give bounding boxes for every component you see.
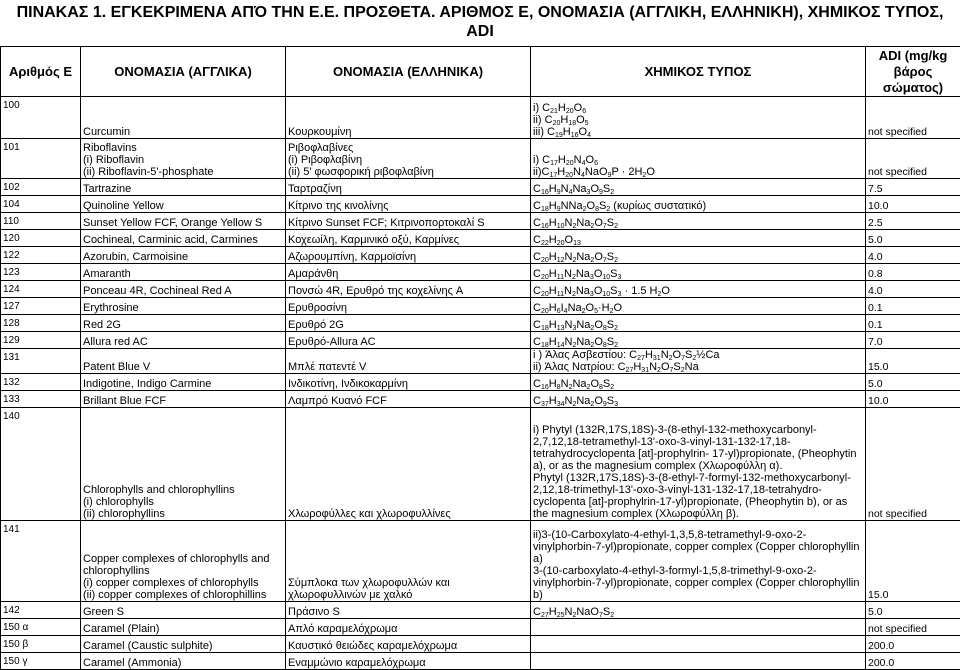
cell-name-english: Cochineal, Carminic acid, Carmines [81, 230, 286, 247]
cell-name-greek: Εναμμώνιο καραμελόχρωμα [286, 653, 531, 670]
title-line-1: ΠΙΝΑΚΑΣ 1. ΕΓΚΕΚΡΙΜΕΝΑ ΑΠΌ ΤΗΝ Ε.Ε. ΠΡΟΣΘΕΤΑ. ΑΡΙΘΜΟΣ Ε, ΟΝΟΜΑΣΙΑ (ΑΓΓΛΙΚΗ, ΕΛΛΗΝΙΚΗ), ΧΗΜΙΚΟΣ ΤΥΠΟΣ, [0, 3, 960, 22]
cell-name-greek: Ινδικοτίνη, Ινδικοκαρμίνη [286, 374, 531, 391]
cell-name-english: Brillant Blue FCF [81, 391, 286, 408]
title-line-2: ADI [0, 22, 960, 41]
cell-adi: 7.0 [866, 332, 960, 349]
cell-formula [531, 653, 866, 670]
cell-adi: 10.0 [866, 196, 960, 213]
header-adi: ADI (mg/kg βάρος σώματος) [866, 47, 960, 97]
table-row [1, 281, 960, 298]
cell-adi: 4.0 [866, 281, 960, 298]
cell-name-english: Azorubin, Carmoisine [81, 247, 286, 264]
cell-adi: 5.0 [866, 230, 960, 247]
cell-e-number: 122 [1, 247, 81, 264]
cell-e-number: 142 [1, 602, 81, 619]
cell-adi: not specified [866, 139, 960, 179]
cell-formula: i) Phytyl (132R,17S,18S)-3-(8-ethyl-132-methoxycarbonyl- 2,7,12,18-tetramethyl-13'-oxo-3-vinyl-131-132-17,18- tetrahydrocyclopenta [at]-prophylrin- 17-yl)propionate, (Pheophytin a), or as the magnesium complex (Χλωροφύλλη α). Phytyl (132R,17S,18S)-3-(8-ethyl-7-formyl-132-methoxycarbonyl- 2,12,18-trimethyl-13'-oxo-3-vinyl-131-132-17,18-tetrahydro- cyclopenta [at]-prophylrin-17-yl)propionate, (Pheophytin b), or as the magnesium complex (Χλωροφύλλη β). [531, 408, 866, 521]
cell-formula: ii)3-(10-Carboxylato-4-ethyl-1,3,5,8-tetramethyl-9-oxo-2- vinylphorbin-7-yl)propionate, copper complex (Copper chlorophyllin a) 3-(10-carboxylato-4-ethyl-3-formyl-1,5,8-trimethyl-9-oxo-2- vinylphorbin-7-yl)propionate, copper complex (Copper chlorophyllin b) [531, 521, 866, 602]
cell-name-english: Ponceau 4R, Cochineal Red A [81, 281, 286, 298]
cell-formula: $C_{18}H_9NNa_2O_8S_2$ (κυρίως συστατικό) [531, 196, 866, 213]
cell-e-number: 102 [1, 179, 81, 196]
cell-name-english: Sunset Yellow FCF, Orange Yellow S [81, 213, 286, 230]
table-row [1, 374, 960, 391]
cell-e-number: 150 β [1, 636, 81, 653]
table-title [0, 0, 960, 46]
cell-name-english: Green S [81, 602, 286, 619]
cell-e-number: 100 [1, 97, 81, 139]
cell-name-english: Caramel (Caustic sulphite) [81, 636, 286, 653]
cell-formula: $C_{22}H_{20}O_{13}$ [531, 230, 866, 247]
table-row [1, 315, 960, 332]
table-row [1, 602, 960, 619]
cell-adi: 0.1 [866, 298, 960, 315]
table-row [1, 179, 960, 196]
cell-name-english: Chlorophylls and chlorophyllins (i) chlorophylls (ii) chlorophyllins [81, 408, 286, 521]
cell-name-english: Indigotine, Indigo Carmine [81, 374, 286, 391]
cell-name-greek: Πονσώ 4R, Ερυθρό της κοχελίνης A [286, 281, 531, 298]
cell-adi: 4.0 [866, 247, 960, 264]
table-row [1, 298, 960, 315]
cell-name-english: Copper complexes of chlorophylls and chlorophyllins (i) copper complexes of chlorophylls (ii) copper complexes of chlorophillins [81, 521, 286, 602]
additives-table [0, 46, 960, 670]
cell-adi: not specified [866, 97, 960, 139]
cell-e-number: 123 [1, 264, 81, 281]
cell-name-english: Patent Blue V [81, 349, 286, 374]
table-header-row [1, 47, 960, 97]
cell-adi: 0.8 [866, 264, 960, 281]
cell-name-greek: Μπλέ πατεντέ V [286, 349, 531, 374]
table-row [1, 653, 960, 670]
cell-formula: $C_{16}H_9N_4Na_3O_9S_2$ [531, 179, 866, 196]
cell-formula: $C_{20}H_{11}N_2Na_3O_{10}S_3 \cdot 1.5$ $H_2O$ [531, 281, 866, 298]
cell-e-number: 150 γ [1, 653, 81, 670]
cell-adi: 0.1 [866, 315, 960, 332]
cell-adi: 5.0 [866, 374, 960, 391]
cell-name-english: Tartrazine [81, 179, 286, 196]
table-row [1, 332, 960, 349]
cell-name-greek: Σύμπλοκα των χλωροφυλλών και χλωροφυλλινών με χαλκό [286, 521, 531, 602]
cell-name-english: Riboflavins (i) Riboflavin (ii) Riboflavin-5'-phosphate [81, 139, 286, 179]
header-name-english: ΟΝΟΜΑΣΙΑ (ΑΓΓΛΙΚΑ) [81, 47, 286, 97]
cell-e-number: 124 [1, 281, 81, 298]
cell-name-greek: Αμαράνθη [286, 264, 531, 281]
cell-formula: $C_{16}H_8N_2Na_2O_8S_2$ [531, 374, 866, 391]
cell-name-greek: Ερυθρό-Allura AC [286, 332, 531, 349]
cell-adi: not specified [866, 619, 960, 636]
cell-e-number: 131 [1, 349, 81, 374]
table-row [1, 230, 960, 247]
cell-adi: 200.0 [866, 653, 960, 670]
cell-adi: 15.0 [866, 349, 960, 374]
cell-e-number: 132 [1, 374, 81, 391]
cell-formula: i ) Άλας Ασβεστίου: $C_{27}H_{31}N_2O_7S_2\frac{1}{2}Ca$ ii) Άλας Νατρίου: $C_{27}H_{31}N_2O_7S_2Na$ [531, 349, 866, 374]
cell-e-number: 128 [1, 315, 81, 332]
cell-adi: 2.5 [866, 213, 960, 230]
table-row [1, 391, 960, 408]
cell-e-number: 150 α [1, 619, 81, 636]
cell-name-greek: Απλό καραμελόχρωμα [286, 619, 531, 636]
cell-adi: 15.0 [866, 521, 960, 602]
cell-name-english: Amaranth [81, 264, 286, 281]
header-e-number: Αριθμός Ε [1, 47, 81, 97]
cell-formula: $C_{20}H_6I_4Na_2O_5\cdot H_2O$ [531, 298, 866, 315]
table-row [1, 247, 960, 264]
cell-name-greek: Ερυθροσίνη [286, 298, 531, 315]
table-row [1, 97, 960, 139]
cell-e-number: 141 [1, 521, 81, 602]
cell-e-number: 120 [1, 230, 81, 247]
table-row [1, 408, 960, 521]
cell-e-number: 110 [1, 213, 81, 230]
cell-formula [531, 619, 866, 636]
cell-e-number: 129 [1, 332, 81, 349]
cell-e-number: 133 [1, 391, 81, 408]
cell-formula: i) $C_{21}H_{20}O_6$ ii) $C_{20}H_{18}O_5$ iii) $C_{19}H_{16}O_4$ [531, 97, 866, 139]
table-body [1, 97, 960, 670]
cell-name-english: Red 2G [81, 315, 286, 332]
table-row [1, 349, 960, 374]
cell-name-english: Caramel (Plain) [81, 619, 286, 636]
table-row [1, 521, 960, 602]
cell-formula: $C_{37}H_{34}N_2Na_2O_9S_3$ [531, 391, 866, 408]
cell-name-greek: Χλωροφύλλες και χλωροφυλλίνες [286, 408, 531, 521]
cell-name-greek: Κουρκουμίνη [286, 97, 531, 139]
cell-e-number: 140 [1, 408, 81, 521]
table-row [1, 619, 960, 636]
cell-name-greek: Κίτρινο Sunset FCF; Κιτρινοπορτοκαλί S [286, 213, 531, 230]
cell-name-greek: Κίτρινο της κινολίνης [286, 196, 531, 213]
cell-formula: $C_{18}H_{14}N_2Na_2O_8S_2$ [531, 332, 866, 349]
cell-name-greek: Πράσινο S [286, 602, 531, 619]
cell-name-english: Quinoline Yellow [81, 196, 286, 213]
cell-formula: i) $C_{17}H_{20}N_4O_6$ $ii)C_{17}H_{20}N_4NaO_9P \cdot 2H_2O$ [531, 139, 866, 179]
cell-adi: 5.0 [866, 602, 960, 619]
cell-name-english: Curcumin [81, 97, 286, 139]
cell-adi: 200.0 [866, 636, 960, 653]
cell-e-number: 104 [1, 196, 81, 213]
cell-e-number: 101 [1, 139, 81, 179]
cell-name-english: Allura red AC [81, 332, 286, 349]
cell-formula: $C_{20}H_{12}N_2Na_2O_7S_2$ [531, 247, 866, 264]
cell-name-english: Erythrosine [81, 298, 286, 315]
cell-name-greek: Ταρτραζίνη [286, 179, 531, 196]
cell-name-greek: Λαμπρό Κυανό FCF [286, 391, 531, 408]
cell-formula: $C_{20}H_{11}N_2Na_3O_{10}S_3$ [531, 264, 866, 281]
table-row [1, 139, 960, 179]
header-formula: ΧΗΜΙΚΟΣ ΤΥΠΟΣ [531, 47, 866, 97]
cell-adi: 7.5 [866, 179, 960, 196]
table-row [1, 213, 960, 230]
table-row [1, 636, 960, 653]
cell-name-greek: Ριβοφλαβίνες (i) Ριβοφλαβίνη (ii) 5' φωσφορική ριβοφλαβίνη [286, 139, 531, 179]
header-name-greek: ΟΝΟΜΑΣΙΑ (ΕΛΛΗΝΙΚΑ) [286, 47, 531, 97]
table-row [1, 264, 960, 281]
cell-formula [531, 636, 866, 653]
cell-formula: $C_{16}H_{10}N_2Na_2O_7S_2$ [531, 213, 866, 230]
cell-name-english: Caramel (Ammonia) [81, 653, 286, 670]
cell-name-greek: Ερυθρό 2G [286, 315, 531, 332]
cell-name-greek: Αζωρουμπίνη, Καρμοϊσίνη [286, 247, 531, 264]
cell-formula: $C_{27}H_{25}N_2NaO_7S_2$ [531, 602, 866, 619]
table-row [1, 196, 960, 213]
cell-adi: not specified [866, 408, 960, 521]
cell-name-greek: Κοχεωίλη, Καρμινικό οξύ, Καρμίνες [286, 230, 531, 247]
cell-name-greek: Καυστικό θειώδες καραμελόχρωμα [286, 636, 531, 653]
cell-e-number: 127 [1, 298, 81, 315]
cell-formula: $C_{18}H_{13}N_3Na_2O_8S_2$ [531, 315, 866, 332]
cell-adi: 10.0 [866, 391, 960, 408]
